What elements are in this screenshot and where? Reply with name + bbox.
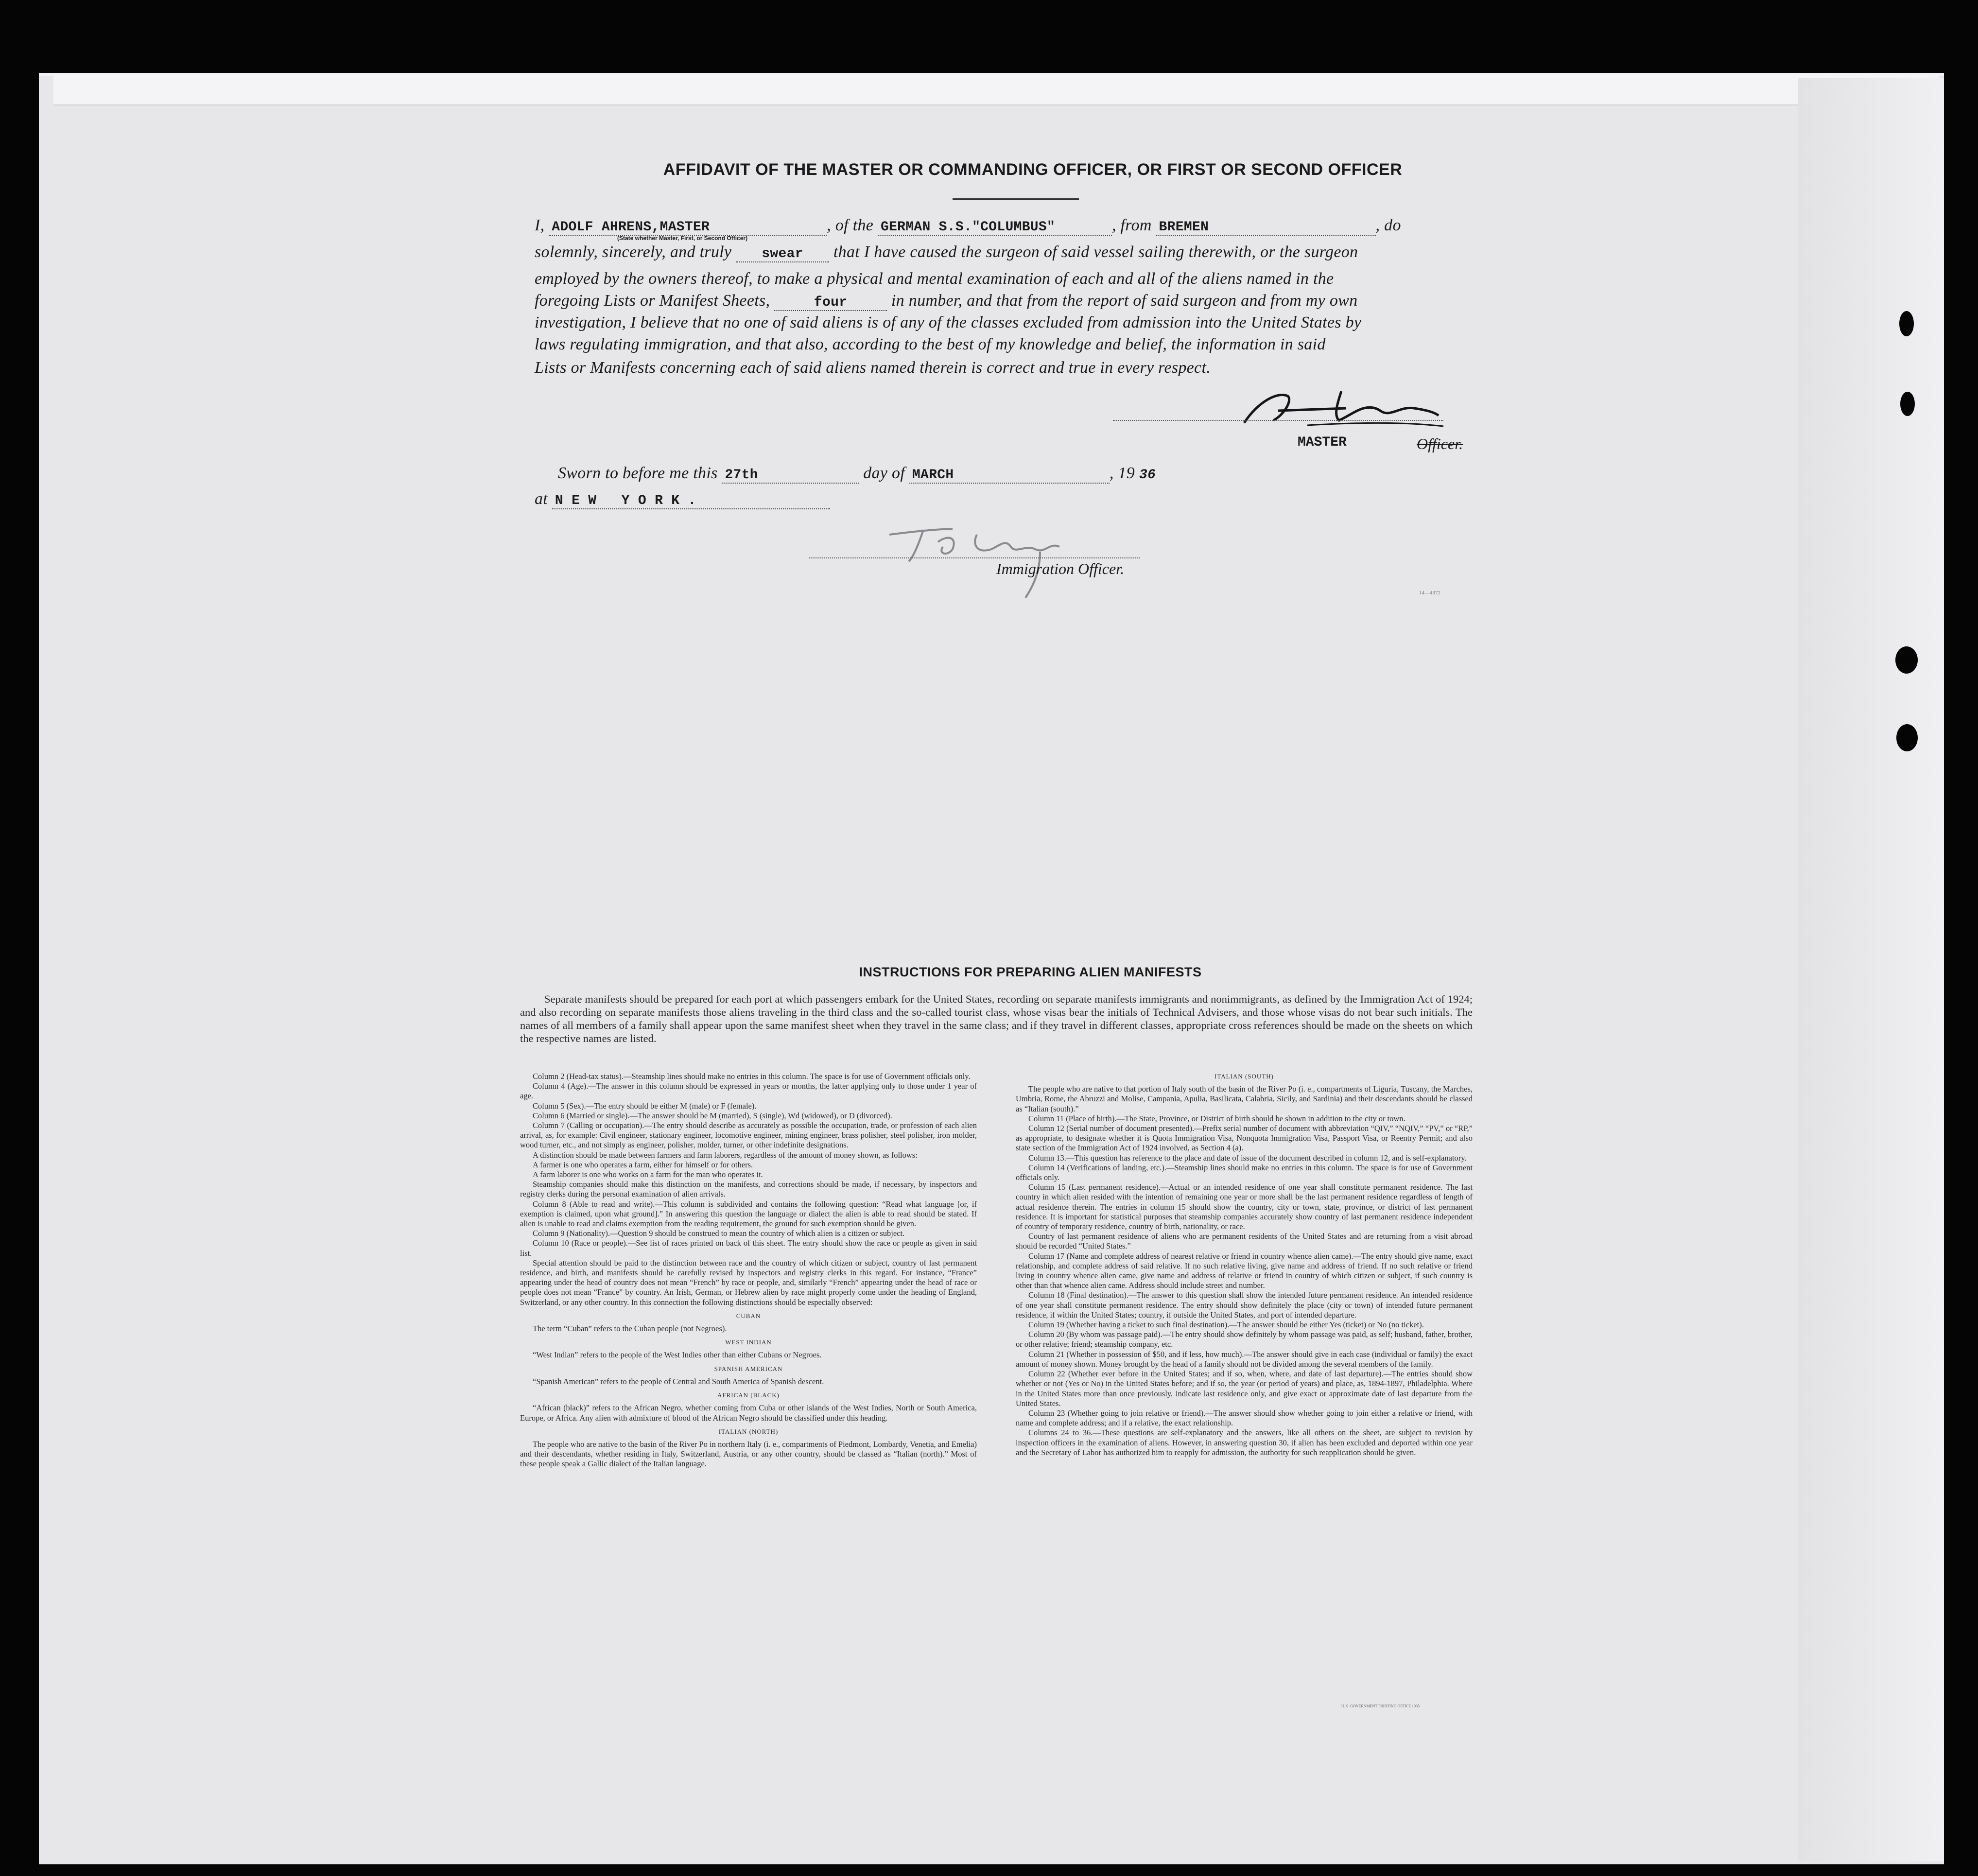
instruction-paragraph: Column 7 (Calling or occupation).—The entry should describe as accurately as possible the occupation, trade, or profession of each alien arrival, as, for example: Civil engineer, stationary engineer, locomotive engineer, mining engineer, brass polisher, steel polisher, iron molder, wood turner, etc., and not simply as engineer, polisher, molder, turner, or other indefinite designations. [520,1121,977,1150]
text: in number, and that from the report of said surgeon and from my own [891,292,1358,310]
text: that I have caused the surgeon of said vessel sailing therewith, or the surgeon [833,243,1358,261]
affidavit-line-4 [535,292,1473,311]
affidavit-title: AFFIDAVIT OF THE MASTER OR COMMANDING OFFICER, OR FIRST OR SECOND OFFICER [663,160,1403,179]
instruction-paragraph: Column 12 (Serial number of document presented).—Prefix serial number of document with abbreviation “QIV,” “NQIV,” “PV,” or “RP,” as appropriate, to designate whether it is Quota Immigration Visa, Nonquota Immigration Visa, Passport Visa, or Reentry Permit; and also state section of the Immigration Act of 1924 involved, as Section 4 (a). [1016,1124,1473,1153]
port-from-field: BREMEN [1156,220,1376,236]
instruction-paragraph: Column 2 (Head-tax status).—Steamship lines should make no entries in this column. The space is for use of Government officials only. [533,1072,971,1081]
instruction-paragraph: Column 19 (Whether having a ticket to such final destination).—The answer should be either Yes (ticket) or No (no ticket). [1028,1320,1424,1330]
master-name-field: ADOLF AHRENS,MASTER [549,220,827,236]
text: solemnly, sincerely, and truly [535,243,732,261]
text: , do [1375,216,1401,234]
master-signature [1225,382,1448,435]
text: , 19 [1109,464,1135,482]
instruction-paragraph: The people who are native to that portion of Italy south of the basin of the River Po (i. e., compartments of Liguria, Tuscany, the Marches, Umbria, Rome, the Abruzzi and Molise, Campania, Apulia, Basilicata, Calabria, Sicily, and Sardinia) and their descendants should be classed as “Italian (south).” [1016,1084,1473,1113]
instruction-paragraph: Column 17 (Name and complete address of nearest relative or friend in country whence alien came).—The entry should give name, exact relationship, and complete address of said relative. If no such relative living, give name and address of friend. If no such relative or friend living in country whence alien came, give name and address of relative or friend in country of which citizen or subject, if such country is other than that whence alien came. Address should include street and number. [1016,1251,1473,1290]
officer-label: Officer. [1417,435,1463,452]
punch-hole [1900,392,1915,416]
instructions-column-right [1016,1072,1473,1458]
text: , from [1111,216,1152,234]
instruction-paragraph: A farm laborer is one who works on a farm for the man who operates it. [533,1170,763,1180]
immigration-officer-label: Immigration Officer. [996,560,1125,577]
section-heading-spanish-american: SPANISH AMERICAN [714,1365,783,1372]
instruction-paragraph: Column 20 (By whom was passage paid).—The entry should show definitely by whom passage was paid, as self; husband, father, brother, or other relative; friend; steamship company, etc. [1016,1330,1473,1349]
instruction-paragraph: “African (black)” refers to the African Negro, whether coming from Cuba or other islands of the West Indies, North or South America, Europe, or Africa. Any alien with admixture of blood of the African Negro should be classified under this heading. [520,1403,977,1423]
officer-type-note: (State whether Master, First, or Second Officer) [617,235,748,242]
instruction-paragraph: The term “Cuban” refers to the Cuban people (not Negroes). [533,1324,727,1334]
rank-field: MASTER [1298,435,1347,450]
section-heading-african: AFRICAN (BLACK) [717,1391,780,1399]
oath-field: swear [736,246,829,262]
instruction-paragraph: Column 8 (Able to read and write).—This column is subdivided and contains the following question: “Read what language [or, if exemption is claimed, upon what ground].” In answering this question the language or dialect the alien is able to read should be stated. If alien is unable to read and claims exemption from the reading requirement, the ground for such exemption should be given. [520,1199,977,1229]
instruction-paragraph: “Spanish American” refers to the people of Central and South America of Spanish descent. [533,1376,824,1386]
instruction-paragraph: Column 21 (Whether in possession of $50, and if less, how much).—The answer should give in each case (individual or family) the exact amount of money shown. Money brought by the head of a family should not be divided among the several members of the family. [1016,1349,1473,1369]
place-field: N E W Y O R K . [552,493,830,509]
instructions-title: INSTRUCTIONS FOR PREPARING ALIEN MANIFESTS [859,965,1202,979]
master-signature-line [1113,419,1443,421]
punch-hole [1895,646,1918,674]
instruction-paragraph: Column 9 (Nationality).—Question 9 should be construed to mean the country of which alien is a citizen or subject. [533,1229,905,1238]
instruction-paragraph: “West Indian” refers to the people of the West Indies other than either Cubans or Negroes. [533,1350,822,1360]
section-heading-west-indian: WEST INDIAN [725,1338,772,1346]
form-reference: 14—4372 [1419,590,1440,596]
instruction-paragraph: Column 10 (Race or people).—See list of races printed on back of this sheet. The entry should show the race or people as given in said list. [520,1238,977,1258]
instruction-paragraph: Column 14 (Verifications of landing, etc.).—Steamship lines should make no entries in this column. The space is for use of Government officials only. [1016,1163,1473,1182]
affidavit-line-7: Lists or Manifests concerning each of said aliens named therein is correct and true in every respect. [535,359,1211,377]
instruction-paragraph: The people who are native to the basin of the River Po in northern Italy (i. e., compartments of Piedmont, Lombardy, Venetia, and Emelia) and their descendants, whether residing in Italy, Switzerland, Austria, or any other country, should be classed as “Italian (north).” Most of these people speak a Gallic dialect of the Italian language. [520,1439,977,1469]
instruction-paragraph: Columns 24 to 36.—These questions are self-explanatory and the answers, like all others on the sheet, are subject to revision by inspection officers in the examination of aliens. However, in answering question 30, if alien has been excluded and deported within one year and the Secretary of Labor has authorized him to reapply for admission, the authority for such reapplication should be given. [1016,1428,1473,1457]
instruction-paragraph: Column 4 (Age).—The answer in this column should be expressed in years or months, the latter applying only to those under 1 year of age. [520,1081,977,1101]
affidavit-line-5: investigation, I believe that no one of said aliens is of any of the classes excluded from admission into the United States by [535,313,1362,331]
title-rule [953,198,1079,200]
punch-hole [1899,311,1914,336]
section-heading-cuban: CUBAN [736,1312,761,1320]
text: I, [535,216,545,234]
vessel-field: GERMAN S.S."COLUMBUS" [878,220,1112,236]
affidavit-line-2 [535,243,1473,262]
section-heading-italian-south: ITALIAN (SOUTH) [1215,1073,1274,1080]
instruction-paragraph: Special attention should be paid to the distinction between race and the country of which citizen or subject, country of last permanent residence, and birth, and manifests should be carefully revised by inspectors and registry clerks in this regard. For instance, “France” appearing under the head of country does not mean “French” by race or people, and, similarly “French” appearing under the head of race or people does not mean “France” by country. An Irish, German, or Hebrew alien by race might properly come under the heading of England, Switzerland, or any other country. In this connection the following distinctions should be especially observed: [520,1258,977,1307]
sworn-line [558,464,1238,484]
text: foregoing Lists or Manifest Sheets, [535,292,770,310]
instruction-paragraph: A farmer is one who operates a farm, either for himself or for others. [533,1160,753,1169]
instruction-paragraph: Column 23 (Whether going to join relative or friend).—The answer should show whether going to join either a relative or friend, with name and complete address; and if a relative, the exact relationship. [1016,1408,1473,1428]
page-stack-edge [53,75,1939,105]
day-field: 27th [722,468,859,484]
instruction-paragraph: Column 6 (Married or single).—The answer should be M (married), S (single), Wd (widowed), or D (divorced). [533,1111,892,1120]
instructions-intro: Separate manifests should be prepared for each port at which passengers embark for the United States, recording on separate manifests immigrants and nonimmigrants, as defined by the Immigration Act of 1924; and also recording on separate manifests those aliens traveling in the third class and the so-called tourist class, whose visas bear the initials of Technical Advisers, and those whose visas do not bear such initials. The names of all members of a family shall appear upon the same manifest sheet when they travel in the same class; and if they travel in different classes, appropriate cross references should be made on the sheets on which the respective names are listed. [520,993,1473,1044]
month-field: MARCH [909,468,1110,484]
affidavit-line-6: laws regulating immigration, and that also, according to the best of my knowledge and belief, the information in said [535,335,1326,353]
punch-hole [1896,724,1918,751]
page-stack-right-edge [1798,78,1944,1861]
text: day of [863,464,905,482]
instruction-paragraph: A distinction should be made between farmers and farm laborers, regardless of the amount of money shown, as follows: [533,1150,918,1160]
instruction-paragraph: Column 15 (Last permanent residence).—Actual or an intended residence of one year shall constitute permanent residence. The last country in which alien resided with the intention of remaining one year or more shall be the last permanent residence regardless of length of actual residence therein. The entries in column 15 should show the country, city or town, state, province, or district of last permanent residence. It is important for statistical purposes that steamship companies accurately show country of last permanent residence independent of country of temporary residence, country of birth, nationality, or race. [1016,1182,1473,1232]
affidavit-line-1 [535,216,1473,236]
year-field: 36 [1139,468,1156,483]
instruction-paragraph: Steamship companies should make this distinction on the manifests, and corrections should be made, if necessary, by inspectors and registry clerks during the personal examination of alien arrivals. [520,1180,977,1199]
instruction-paragraph: Column 11 (Place of birth).—The State, Province, or District of birth should be shown in addition to the city or town. [1028,1113,1405,1123]
officer-signature-line [809,556,1140,558]
text: , of the [827,216,874,234]
affidavit-line-3: employed by the owners thereof, to make a physical and mental examination of each and all of the aliens named in the [535,270,1334,288]
instruction-paragraph: Column 22 (Whether ever before in the United States; and if so, when, where, and date of last departure).—The entries should show whether or not (Yes or No) in the United States before; and if so, the year (or period of years) and place, as, 1894-1897, Philadelphia. Where in the United States more than once previously, indicate last residence only, and give exact or approximate date of last departure from the United States. [1016,1369,1473,1408]
place-line [535,490,875,509]
instruction-paragraph: Column 5 (Sex).—The entry should be either M (male) or F (female). [533,1101,757,1111]
instruction-paragraph: Country of last permanent residence of aliens who are permanent residents of the United States and are returning from a visit abroad should be recorded “United States.” [1016,1232,1473,1251]
printer-imprint: U. S. GOVERNMENT PRINTING OFFICE 1935 [1341,1704,1420,1708]
text: Sworn to before me this [558,464,718,482]
instructions-column-left [520,1072,977,1469]
instruction-paragraph: Column 18 (Final destination).—The answer to this question shall show the intended future permanent residence. An intended residence of one year shall constitute permanent residence. The entry should show definitely the place (city or town) of intended future permanent residence, if within the United States; country, if outside the United States, and port of intended departure. [1016,1290,1473,1320]
sheets-count-field: four [774,295,887,311]
section-heading-italian-north: ITALIAN (NORTH) [718,1427,779,1435]
text: at [535,490,548,508]
instruction-paragraph: Column 13.—This question has reference to the place and date of issue of the document described in column 12, and is self-explanatory. [1028,1153,1467,1163]
